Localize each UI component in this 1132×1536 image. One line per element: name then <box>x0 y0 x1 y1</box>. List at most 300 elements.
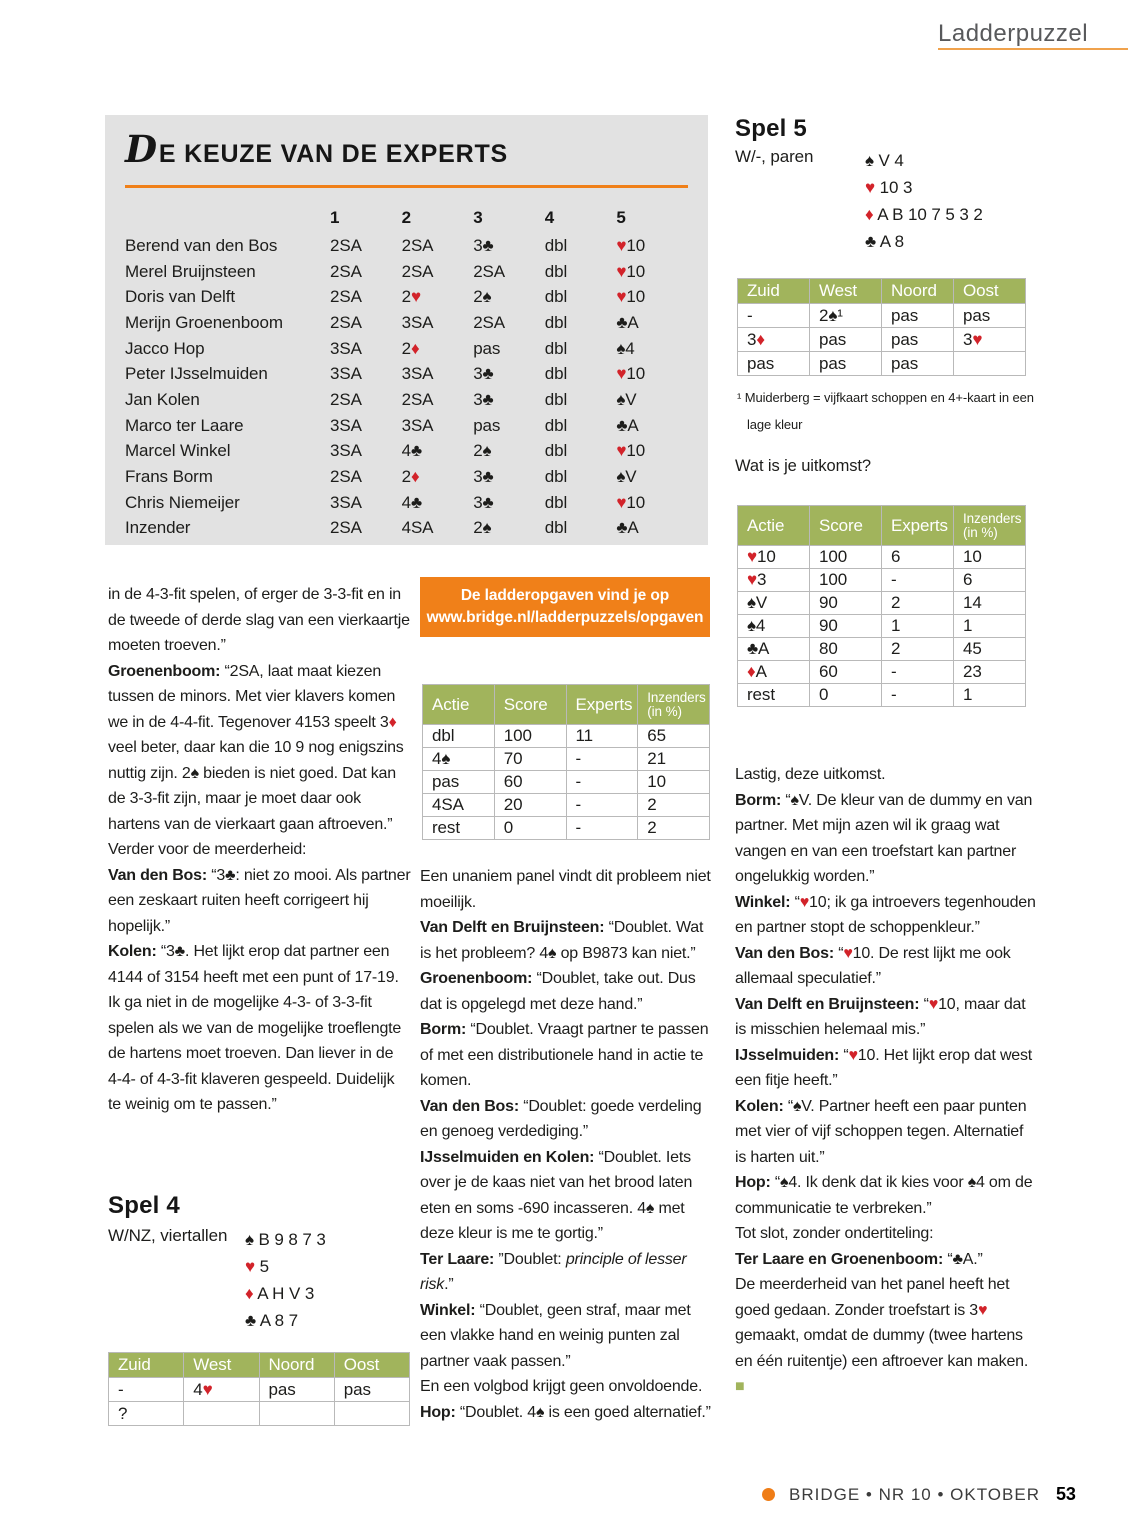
spel4-title: Spel 4 <box>108 1192 180 1219</box>
speaker-name: Van Delft en Bruijnsteen: <box>735 995 920 1013</box>
experts-header-row <box>125 203 688 233</box>
score-cell-actie: ♣A <box>738 638 810 661</box>
experts-panel <box>105 115 708 545</box>
bid-cell-oost: 3♥ <box>954 328 1026 352</box>
score-cell-inzenders: 1 <box>954 684 1026 707</box>
paragraph-text: “2SA, laat maat kiezen tussen de minors. Met vier klavers komen we in de 4-4-fit. Tegenover 4153 speelt 3♦ veel beter, daar kan die 10 9 nog enigszins nuttig zijn. 2♠ bieden is niet goed. Dat kan de 3-3-fit zijn, maar je moet daar ook hartens van de vierkaart gaan aftroeven.” <box>108 662 404 833</box>
paragraph-text: “♥10; ik ga introevers tegenhouden en partner stopt de schoppenkleur.” <box>735 893 1036 936</box>
experts-header-col-5: 5 <box>616 208 626 227</box>
speaker-name: Groenenboom: <box>420 970 533 987</box>
score-row <box>738 546 1026 569</box>
bid-cell-west: pas <box>810 352 882 376</box>
bidding-row <box>109 1378 410 1402</box>
score-cell-inzenders: 23 <box>954 661 1026 684</box>
paragraph-text: in de 4-3-fit spelen, of erger de 3-3-fit en in de tweede of derde slag van een vierkaartje moeten troeven.” <box>108 586 410 654</box>
score-cell-score: 100 <box>810 546 882 569</box>
expert-answer-2: 3SA <box>401 415 434 435</box>
expert-answer-3: 3♣ <box>473 492 494 512</box>
expert-answer-4: dbl <box>544 338 568 358</box>
score-cell-experts: - <box>882 569 954 592</box>
expert-row <box>125 259 688 285</box>
expert-answer-2: 3SA <box>401 364 434 384</box>
expert-row <box>125 387 688 413</box>
uitkomst-question: Wat is je uitkomst? <box>735 457 871 475</box>
score-cell-score: 60 <box>494 771 566 794</box>
inzenders-unit: (in %) <box>963 524 998 540</box>
score-cell-experts: - <box>882 684 954 707</box>
expert-answer-1: 2SA <box>330 518 362 538</box>
experts-header-blank <box>125 203 330 233</box>
paragraph <box>420 1017 713 1094</box>
score-cell-score: 60 <box>810 661 882 684</box>
expert-row <box>125 490 688 516</box>
panel-title-rest: E KEUZE VAN DE EXPERTS <box>158 140 509 168</box>
score-cell-actie: rest <box>738 684 810 707</box>
score-cell-experts: - <box>566 794 638 817</box>
middle-column-text <box>420 864 713 1425</box>
notice-url[interactable]: www.bridge.nl/ladderpuzzels/opgaven <box>426 609 704 626</box>
expert-answer-4: dbl <box>544 287 568 307</box>
paragraph-text: “Doublet, geen straf, maar met een vlakke hand en weinig punten zal partner vaak passen.” <box>420 1301 691 1370</box>
score-cell-score: 100 <box>810 569 882 592</box>
bidding-header-row <box>738 279 1026 304</box>
score-cell-actie: pas <box>423 771 495 794</box>
expert-row <box>125 361 688 387</box>
score-cell-inzenders: 1 <box>954 615 1026 638</box>
expert-answer-4: dbl <box>544 415 568 435</box>
expert-answer-1: 2SA <box>330 261 362 281</box>
hand-suit-line: ♠ V 4 <box>865 151 904 170</box>
speaker-name: Hop: <box>420 1403 456 1421</box>
paragraph <box>735 1170 1038 1221</box>
experts-header-col-1: 1 <box>330 208 340 227</box>
paragraph <box>735 1094 1038 1171</box>
paragraph-text: “Doublet. 4♠ is een goed alternatief.” <box>455 1403 711 1421</box>
score-row <box>423 771 710 794</box>
paragraph-text: ”Doublet: <box>494 1250 566 1268</box>
score-cell-inzenders: 65 <box>638 725 710 748</box>
paragraph-text: “Doublet. Vraagt partner te passen of met een distributionele hand in actie te komen. <box>420 1021 709 1089</box>
score-cell-experts: - <box>566 771 638 794</box>
score-cell-inzenders: 10 <box>954 546 1026 569</box>
bid-cell-oost <box>954 352 1026 376</box>
experts-header-col-3: 3 <box>473 208 483 227</box>
hand-suit-line: ♣ A 8 <box>865 232 905 251</box>
bid-cell-noord <box>259 1402 334 1426</box>
score-header-actie: Actie <box>738 506 810 546</box>
bid-header-zuid: Zuid <box>738 279 810 304</box>
score-header-inzenders <box>638 685 710 725</box>
paragraph <box>735 941 1038 992</box>
paragraph <box>108 939 411 1118</box>
paragraph <box>420 966 713 1017</box>
bidding-row <box>738 328 1026 352</box>
expert-row <box>125 310 688 336</box>
score-cell-experts: - <box>566 748 638 771</box>
bid-header-oost: Oost <box>334 1353 409 1378</box>
speaker-name: Van den Bos: <box>735 944 834 962</box>
score-cell-experts: - <box>566 817 638 840</box>
expert-answer-5: ♥10 <box>616 492 646 512</box>
score-cell-inzenders: 10 <box>638 771 710 794</box>
speaker-name: Winkel: <box>735 893 791 911</box>
expert-answer-2: 2♦ <box>401 467 420 487</box>
expert-answer-3: 2♠ <box>473 518 492 538</box>
paragraph <box>735 992 1038 1043</box>
footer-page-number: 53 <box>1055 1484 1076 1504</box>
spel5-title: Spel 5 <box>735 115 807 142</box>
expert-answer-2: 4♣ <box>401 492 423 512</box>
expert-answer-5: ♥10 <box>616 364 646 384</box>
speaker-name: Ter Laare: <box>420 1250 495 1268</box>
speaker-name: Groenenboom: <box>108 662 221 680</box>
ladder-notice-box <box>420 577 710 637</box>
score-cell-inzenders: 14 <box>954 592 1026 615</box>
expert-answer-4: dbl <box>544 312 568 332</box>
speaker-name: Hop: <box>735 1174 771 1191</box>
bid-header-noord: Noord <box>882 279 954 304</box>
paragraph <box>108 659 411 838</box>
score-header-experts: Experts <box>566 685 638 725</box>
bidding-footnote: ¹ Muiderberg = vijfkaart schoppen en 4+-kaart in een lage kleur <box>737 390 1034 432</box>
paragraph-text: Tot slot, zonder ondertiteling: <box>735 1225 934 1242</box>
bid-cell-noord: pas <box>882 328 954 352</box>
paragraph-text: “Doublet. Iets over je de kaas niet van het brood laten eten en soms -690 incasseren. 4♠ met deze kleur is me te gortig.” <box>420 1148 693 1242</box>
score-cell-actie: ♠4 <box>738 615 810 638</box>
right-column-text <box>735 762 1038 1400</box>
expert-answer-3: 3♣ <box>473 389 494 409</box>
paragraph <box>420 1145 713 1247</box>
paragraph-text: “3♣. Het lijkt erop dat partner een 4144 of 3154 heeft met een punt of 17-19. Ik ga niet in de mogelijke 4-3- of 3-3-fit spelen als we van de mogelijke troeflengte de hartens moet troeven. Dan liever in de 4-4- of 4-3-fit klaveren gespeeld. Duidelijk te weinig om te passen.” <box>108 943 402 1113</box>
expert-answer-1: 2SA <box>330 312 362 332</box>
expert-answer-5: ♠4 <box>616 338 635 358</box>
expert-answer-4: dbl <box>544 492 568 512</box>
expert-answer-3: pas <box>473 415 501 435</box>
bid-cell-noord: pas <box>882 304 954 328</box>
expert-answer-1: 2SA <box>330 467 362 487</box>
footer-magazine-title: BRIDGE • NR 10 • OKTOBER <box>789 1484 1040 1504</box>
expert-answer-1: 3SA <box>330 415 362 435</box>
bidding-header-row <box>109 1353 410 1378</box>
hand-suit-line: ♥ 10 3 <box>865 178 913 197</box>
panel-title-initial: D <box>125 127 158 171</box>
score-row <box>738 569 1026 592</box>
expert-answer-3: pas <box>473 338 501 358</box>
paragraph-text: “Doublet. Wat is het probleem? 4♠ op B9873 kan niet.” <box>420 919 704 962</box>
score-row <box>738 592 1026 615</box>
expert-answer-3: 3♣ <box>473 467 494 487</box>
spel5-bidding-table <box>737 278 1026 376</box>
score-header-inzenders <box>954 506 1026 546</box>
speaker-name: Winkel: <box>420 1301 476 1319</box>
expert-answer-5: ♣A <box>616 312 639 332</box>
bid-header-noord: Noord <box>259 1353 334 1378</box>
expert-name: Marco ter Laare <box>125 415 244 435</box>
paragraph <box>735 1247 1038 1273</box>
score-row <box>738 684 1026 707</box>
score-cell-score: 70 <box>494 748 566 771</box>
bid-cell-oost: pas <box>954 304 1026 328</box>
expert-answer-5: ♥10 <box>616 441 646 461</box>
expert-answer-5: ♥10 <box>616 261 646 281</box>
score-cell-score: 80 <box>810 638 882 661</box>
score-header-score: Score <box>494 685 566 725</box>
score-cell-inzenders: 21 <box>638 748 710 771</box>
left-column-text <box>108 582 411 1118</box>
expert-row <box>125 284 688 310</box>
bid-cell-zuid: - <box>109 1378 184 1402</box>
score-cell-experts: 1 <box>882 615 954 638</box>
speaker-name: Borm: <box>420 1021 467 1038</box>
expert-name: Marcel Winkel <box>125 441 231 461</box>
paragraph <box>735 1221 1038 1247</box>
bid-cell-noord: pas <box>259 1378 334 1402</box>
footer-dot-icon <box>762 1488 775 1501</box>
expert-answer-4: dbl <box>544 441 568 461</box>
expert-answer-2: 2SA <box>401 235 434 255</box>
paragraph-text: “♥10, maar dat is misschien helemaal mis.” <box>735 995 1026 1038</box>
paragraph <box>420 1094 713 1145</box>
score-cell-actie: rest <box>423 817 495 840</box>
score-cell-inzenders: 2 <box>638 794 710 817</box>
expert-name: Merel Bruijnsteen <box>125 261 256 281</box>
score-header-row <box>423 685 710 725</box>
paragraph <box>108 863 411 940</box>
expert-answer-4: dbl <box>544 518 568 538</box>
expert-answer-1: 3SA <box>330 441 362 461</box>
paragraph <box>108 582 411 659</box>
score-cell-actie: ♦A <box>738 661 810 684</box>
score-cell-experts: 2 <box>882 592 954 615</box>
expert-answer-2: 2SA <box>401 261 434 281</box>
speaker-name: Kolen: <box>735 1097 784 1115</box>
score-cell-score: 0 <box>494 817 566 840</box>
spel4-deal <box>108 1226 411 1341</box>
expert-answer-3: 2♠ <box>473 287 492 307</box>
expert-answer-3: 3♣ <box>473 364 494 384</box>
bidding-row <box>738 304 1026 328</box>
bid-cell-oost: pas <box>334 1378 409 1402</box>
score-cell-actie: dbl <box>423 725 495 748</box>
score-row <box>738 661 1026 684</box>
paragraph-text: “3♣: niet zo mooi. Als partner een zeskaart ruiten heeft corrigeert hij hopelijk.” <box>108 866 411 935</box>
score-header-row <box>738 506 1026 546</box>
speaker-name: Van Delft en Bruijnsteen: <box>420 919 605 936</box>
expert-answer-4: dbl <box>544 364 568 384</box>
paragraph <box>420 915 713 966</box>
paragraph-text: Een unaniem panel vindt dit probleem niet moeilijk. <box>420 868 711 911</box>
score-cell-score: 100 <box>494 725 566 748</box>
expert-answer-5: ♣A <box>616 518 639 538</box>
score-header-score: Score <box>810 506 882 546</box>
bid-cell-west <box>184 1402 259 1426</box>
spel4-dealer-info: W/NZ, viertallen <box>108 1226 228 1245</box>
paragraph-text: Lastig, deze uitkomst. <box>735 766 886 783</box>
expert-answer-1: 3SA <box>330 364 362 384</box>
bid-cell-zuid: ? <box>109 1402 184 1426</box>
spel5-hand <box>865 147 983 255</box>
expert-answer-1: 2SA <box>330 235 362 255</box>
score-row <box>738 615 1026 638</box>
paragraph <box>735 1043 1038 1094</box>
paragraph <box>735 890 1038 941</box>
paragraph <box>108 837 411 863</box>
spel4-bidding-table <box>108 1352 410 1426</box>
inzenders-unit: (in %) <box>647 703 682 719</box>
score-cell-actie: 4♠ <box>423 748 495 771</box>
score-cell-experts: - <box>882 661 954 684</box>
score-cell-score: 20 <box>494 794 566 817</box>
score-cell-inzenders: 2 <box>638 817 710 840</box>
score-cell-score: 90 <box>810 615 882 638</box>
expert-name: Jacco Hop <box>125 338 205 358</box>
paragraph-text: “Doublet: goede verdeling en genoeg verdediging.” <box>420 1097 702 1140</box>
score-cell-score: 90 <box>810 592 882 615</box>
paragraph-text: De meerderheid van het panel heeft het goed gedaan. Zonder troefstart is 3♥ gemaakt, omdat de dummy (twee hartens en één ruitentje) een aftroever kan maken. <box>735 1276 1029 1370</box>
expert-answer-1: 3SA <box>330 338 362 358</box>
expert-answer-2: 2SA <box>401 389 434 409</box>
score-row <box>423 748 710 771</box>
speaker-name: IJsselmuiden en Kolen: <box>420 1148 595 1166</box>
expert-name: Jan Kolen <box>125 389 200 409</box>
panel-title <box>125 127 509 171</box>
paragraph-text: “♣A.” <box>943 1250 983 1268</box>
bid-cell-west: pas <box>810 328 882 352</box>
score-row <box>423 725 710 748</box>
bidding-row <box>109 1402 410 1426</box>
paragraph-text: “♠V. Partner heeft een paar punten met vier of vijf schoppen tegen. Alternatief is harten uit.” <box>735 1097 1027 1166</box>
bid-header-west: West <box>810 279 882 304</box>
paragraph-text: En een volgbod krijgt geen onvoldoende. <box>420 1378 703 1395</box>
paragraph <box>735 762 1038 788</box>
score-row <box>738 638 1026 661</box>
expert-name: Merijn Groenenboom <box>125 312 283 332</box>
expert-answer-5: ♣A <box>616 415 639 435</box>
experts-table <box>125 203 688 541</box>
speaker-name: Van den Bos: <box>420 1097 519 1115</box>
section-header-rule <box>938 48 1128 50</box>
bid-header-oost: Oost <box>954 279 1026 304</box>
expert-row <box>125 413 688 439</box>
spel5-dealer-info: W/-, paren <box>735 147 814 166</box>
score-cell-inzenders: 6 <box>954 569 1026 592</box>
expert-answer-5: ♠V <box>616 389 637 409</box>
speaker-name: Borm: <box>735 791 782 809</box>
hand-suit-line: ♠ B 9 8 7 3 <box>245 1230 326 1249</box>
score-header-actie: Actie <box>423 685 495 725</box>
bid-header-zuid: Zuid <box>109 1353 184 1378</box>
paragraph <box>420 1247 713 1298</box>
paragraph-italic-text: principle of lesser risk <box>420 1250 687 1293</box>
expert-row <box>125 464 688 490</box>
score-cell-actie: ♥3 <box>738 569 810 592</box>
expert-row <box>125 233 688 259</box>
expert-answer-5: ♥10 <box>616 287 646 307</box>
page-footer <box>762 1484 1076 1505</box>
paragraph <box>735 788 1038 890</box>
expert-answer-2: 3SA <box>401 312 434 332</box>
paragraph-text: “♥10. De rest lijkt me ook allemaal speculatief.” <box>735 944 1011 987</box>
bid-cell-zuid: 3♦ <box>738 328 810 352</box>
expert-name: Berend van den Bos <box>125 235 278 255</box>
panel-title-rule <box>125 185 688 188</box>
expert-name: Chris Niemeijer <box>125 492 240 512</box>
expert-answer-2: 2♥ <box>401 287 421 307</box>
experts-header-col-4: 4 <box>544 208 555 227</box>
score-cell-actie: 4SA <box>423 794 495 817</box>
paragraph <box>420 1400 713 1426</box>
paragraph-text: “♠4. Ik denk dat ik kies voor ♠4 om de communicatie te verbreken.” <box>735 1174 1033 1217</box>
inzenders-label: Inzenders <box>963 510 1022 526</box>
expert-answer-5: ♠V <box>616 467 637 487</box>
paragraph <box>420 1374 713 1400</box>
expert-row <box>125 439 688 465</box>
paragraph-text: “♥10. Het lijkt erop dat west een fitje heeft.” <box>735 1046 1033 1089</box>
expert-answer-2: 4SA <box>401 518 434 538</box>
expert-answer-5: ♥10 <box>616 235 646 255</box>
speaker-name: Van den Bos: <box>108 866 207 884</box>
inzenders-label: Inzenders <box>647 689 706 705</box>
bidding-row <box>738 352 1026 376</box>
experts-header-col-2: 2 <box>401 208 411 227</box>
paragraph <box>420 864 713 915</box>
paragraph-text: “♠V. De kleur van de dummy en van partner. Met mijn azen wil ik graag wat vangen en van een troefstart kan partner ongelukkig worden.” <box>735 791 1033 885</box>
spel5-score-table <box>737 505 1026 707</box>
score-cell-experts: 2 <box>882 638 954 661</box>
paragraph <box>420 1298 713 1375</box>
score-cell-actie: ♠V <box>738 592 810 615</box>
bid-cell-oost <box>334 1402 409 1426</box>
paragraph-text: “Doublet, take out. Dus dat is opgelegd met deze hand.” <box>420 970 696 1013</box>
score-cell-experts: 6 <box>882 546 954 569</box>
expert-answer-2: 4♣ <box>401 441 423 461</box>
paragraph <box>735 1272 1038 1400</box>
expert-answer-1: 3SA <box>330 492 362 512</box>
bid-cell-west: 4♥ <box>184 1378 259 1402</box>
section-header-label: Ladderpuzzel <box>938 20 1089 47</box>
speaker-name: Kolen: <box>108 943 157 960</box>
score-cell-experts: 11 <box>566 725 638 748</box>
expert-answer-2: 2♦ <box>401 338 420 358</box>
hand-suit-line: ♦ A B 10 7 5 3 2 <box>865 205 983 224</box>
expert-name: Doris van Delft <box>125 287 235 307</box>
bid-cell-zuid: pas <box>738 352 810 376</box>
spel5-deal <box>735 147 1035 262</box>
spel4-score-table <box>422 684 710 840</box>
expert-answer-3: 2SA <box>473 312 506 332</box>
bid-cell-west: 2♠¹ <box>810 304 882 328</box>
expert-answer-3: 2♠ <box>473 441 492 461</box>
speaker-name: IJsselmuiden: <box>735 1046 840 1064</box>
expert-answer-4: dbl <box>544 389 568 409</box>
expert-answer-3: 3♣ <box>473 235 494 255</box>
expert-name: Inzender <box>125 518 191 538</box>
paragraph-text: Verder voor de meerderheid: <box>108 841 307 858</box>
hand-suit-line: ♣ A 8 7 <box>245 1311 298 1330</box>
bid-header-west: West <box>184 1353 259 1378</box>
spel4-hand <box>245 1226 326 1334</box>
hand-suit-line: ♥ 5 <box>245 1257 269 1276</box>
expert-answer-4: dbl <box>544 261 568 281</box>
expert-row <box>125 516 688 542</box>
speaker-name: Ter Laare en Groenenboom: <box>735 1250 944 1268</box>
bid-cell-noord: pas <box>882 352 954 376</box>
expert-answer-4: dbl <box>544 467 568 487</box>
expert-name: Peter IJsselmuiden <box>125 364 268 384</box>
hand-suit-line: ♦ A H V 3 <box>245 1284 315 1303</box>
expert-answer-1: 2SA <box>330 287 362 307</box>
expert-answer-3: 2SA <box>473 261 506 281</box>
